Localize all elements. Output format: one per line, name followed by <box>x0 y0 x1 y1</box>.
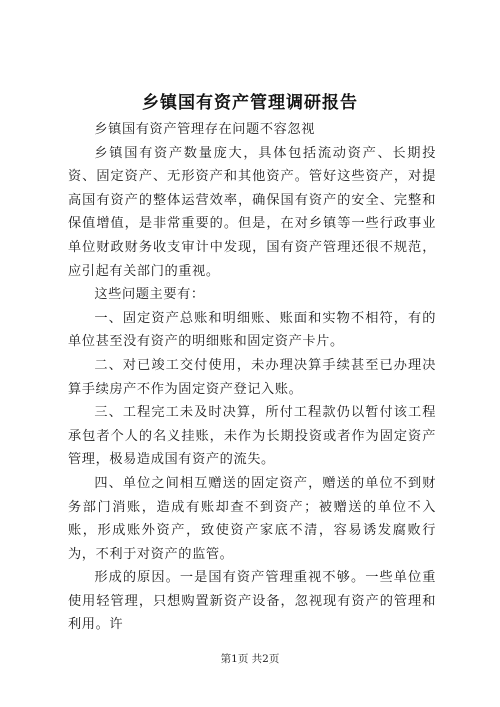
paragraph-problem-2: 二、对已竣工交付使用，未办理决算手续甚至已办理决算手续房产不作为固定资产登记入账。 <box>68 357 436 397</box>
paragraph-problem-3: 三、工程完工未及时决算，所付工程款仍以暂付该工程承包者个人的名义挂账，未作为长期投资或者作为固定资产管理，极易造成国有资产的流失。 <box>68 405 436 468</box>
document-title: 乡镇国有资产管理调研报告 <box>142 93 358 113</box>
paragraph-subheading: 乡镇国有资产管理存在问题不容忽视 <box>94 122 315 137</box>
paragraph-causes: 形成的原因。一是国有资产管理重视不够。一些单位重使用轻管理，只想购置新资产设备，忽视现有资产的管理和利用。许 <box>68 570 436 633</box>
page-number-footer: 第1页 共2页 <box>220 653 280 665</box>
document-body <box>68 118 436 637</box>
paragraph-problems-intro: 这些问题主要有： <box>94 287 205 303</box>
paragraph-problem-4: 四、单位之间相互赠送的固定资产，赠送的单位不到财务部门消账，造成有账却查不到资产；被赠送的单位不入账，形成账外资产，致使资产家底不清，容易诱发腐败行为，不利于对资产的监管。 <box>68 475 436 562</box>
paragraph-problem-1: 一、固定资产总账和明细账、账面和实物不相符，有的单位甚至没有资产的明细账和固定资产卡片。 <box>68 310 436 350</box>
paragraph-overview: 乡镇国有资产数量庞大，具体包括流动资产、长期投资、固定资产、无形资产和其他资产。管好这些资产，对提高国有资产的整体运营效率，确保国有资产的安全、完整和保值增值，是非常重要的。但是，在对乡镇等一些行政事业单位财政财务收支审计中发现，国有资产管理还很不规范，应引起有关部门的重视。 <box>68 145 436 279</box>
